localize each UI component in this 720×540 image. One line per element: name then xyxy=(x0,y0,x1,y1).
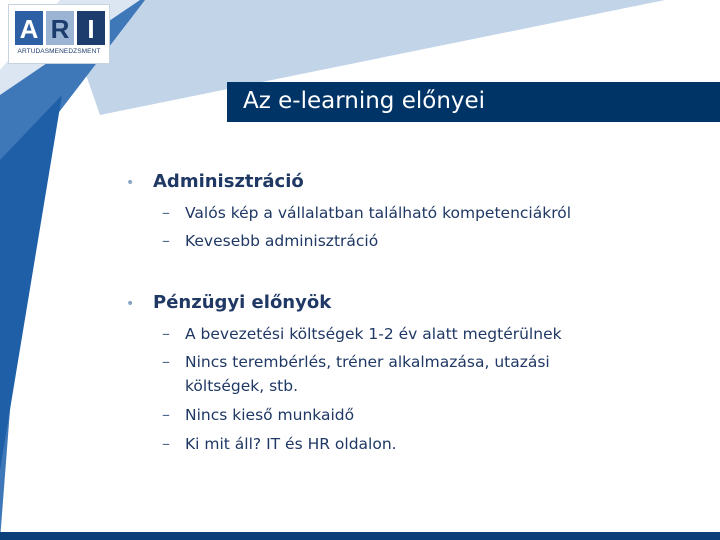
list-item-continuation: költségek, stb. xyxy=(185,377,299,395)
logo-caption: ARTUDASMENEDZSMENT xyxy=(17,48,101,55)
dash-marker: – xyxy=(162,434,170,453)
dash-marker: – xyxy=(162,324,170,343)
list-item: Ki mit áll? IT és HR oldalon. xyxy=(185,435,397,453)
bullet-marker: • xyxy=(126,175,135,191)
dash-marker: – xyxy=(162,203,170,222)
section-heading-finance: Pénzügyi előnyök xyxy=(153,292,332,313)
logo-letter-a: A xyxy=(19,14,39,44)
logo-letter-r: R xyxy=(50,14,70,44)
list-item: A bevezetési költségek 1-2 év alatt megtérülnek xyxy=(185,325,562,343)
dash-marker: – xyxy=(162,352,170,371)
bullet-marker: • xyxy=(126,296,135,312)
list-item: Nincs terembérlés, tréner alkalmazása, utazási xyxy=(185,353,550,371)
dash-marker: – xyxy=(162,231,170,250)
section-heading-administration: Adminisztráció xyxy=(153,171,304,192)
list-item: Nincs kieső munkaidő xyxy=(185,406,355,424)
bottom-bar xyxy=(0,532,720,540)
dash-marker: – xyxy=(162,405,170,424)
list-item: Kevesebb adminisztráció xyxy=(185,232,379,250)
slide-title: Az e-learning előnyei xyxy=(243,88,486,114)
logo-letter-i: I xyxy=(87,14,95,44)
list-item: Valós kép a vállalatban található kompetenciákról xyxy=(185,204,572,222)
